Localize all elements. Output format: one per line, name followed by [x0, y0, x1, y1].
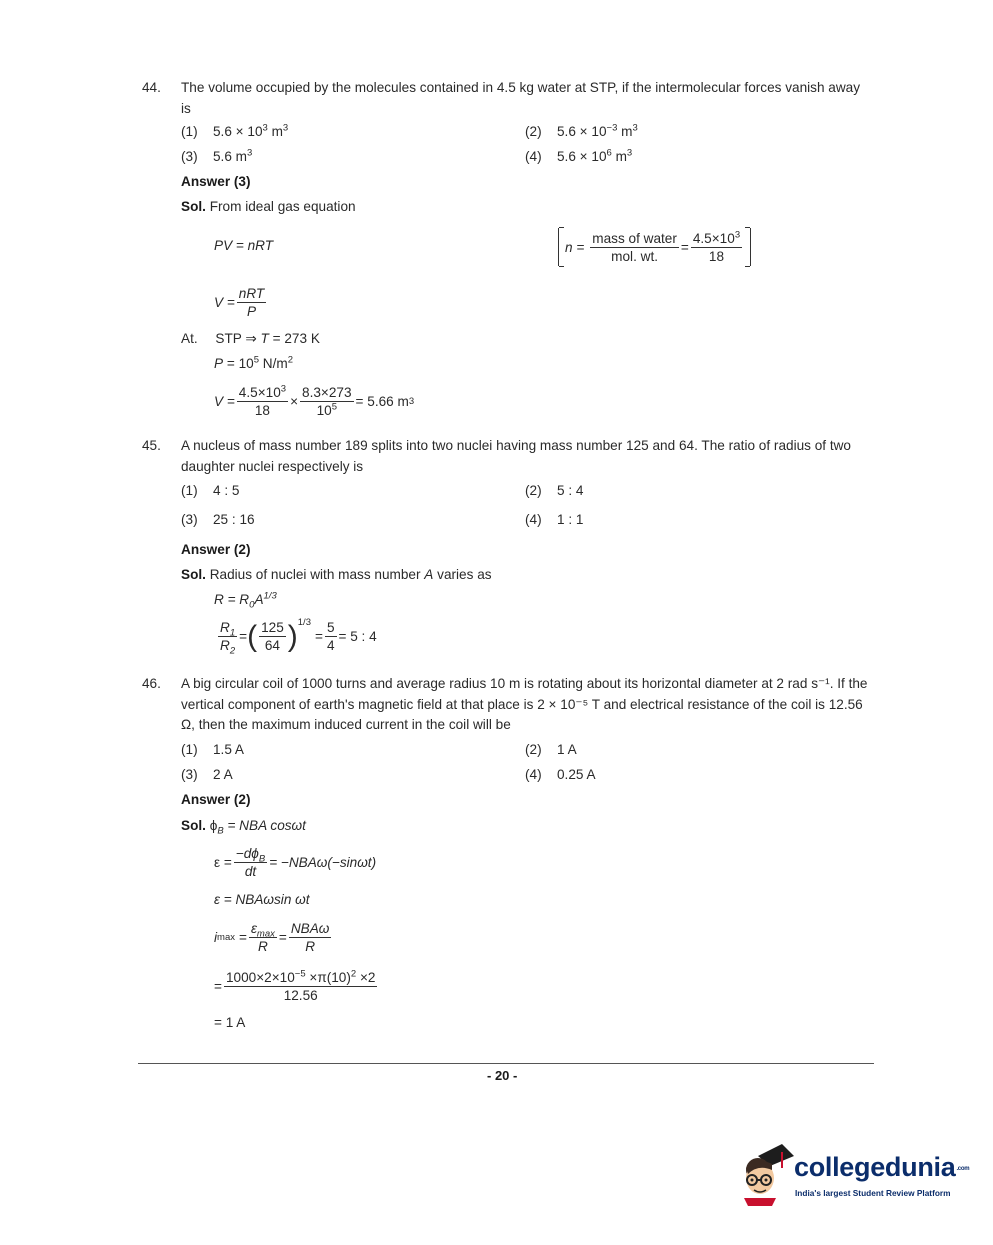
fraction-emax-r [249, 920, 277, 955]
option-text: 1 A [557, 742, 577, 757]
v-label: V = [214, 394, 235, 409]
fraction-denominator: 18 [254, 403, 270, 418]
option-4 [525, 767, 596, 782]
solution-text-var: A [424, 567, 434, 582]
fraction-denominator: R [220, 638, 230, 653]
phi-symbol: ϕ [209, 818, 218, 833]
option-label: (3) [181, 512, 198, 527]
option-unit-exponent: 3 [247, 147, 253, 159]
option-label: (1) [181, 483, 198, 498]
option-label: (4) [525, 767, 542, 782]
equation-imax: i max = $\frac{\varepsilon_{max}}{R}$ = $\frac{\text{NBAω}}{R}$ [214, 921, 330, 954]
equals-sign: = [214, 979, 222, 994]
option-text: 2 A [213, 767, 233, 782]
paren-close: ) [287, 619, 298, 653]
equals-sign: = [314, 629, 323, 644]
equation-emf [214, 845, 376, 880]
result: = 5.66 m [355, 394, 409, 409]
fraction-big [224, 969, 378, 1004]
fraction-denominator: 12.56 [283, 988, 318, 1003]
fraction-numerator: 4.5×10 [692, 230, 735, 246]
exponent: 1/3 [263, 590, 277, 602]
option-label: (4) [525, 512, 542, 527]
question-number: 46. [142, 676, 161, 691]
option-label: (1) [181, 124, 198, 139]
option-2 [525, 742, 577, 757]
solution-label: Sol. [181, 567, 206, 582]
option-label: (1) [181, 742, 198, 757]
option-3 [181, 767, 233, 782]
solution-label: Sol. [181, 199, 206, 214]
equation-radius [214, 590, 277, 611]
option-2 [525, 483, 583, 498]
option-1 [181, 483, 239, 498]
flux-expression: = NBA cosωt [223, 818, 306, 833]
answer-label: Answer (2) [181, 542, 251, 557]
fraction-125-64 [259, 619, 286, 654]
fraction-denominator: 10 [316, 403, 332, 418]
question-text: A big circular coil of 1000 turns and average radius 10 m is rotating about its horizontal diameter at 2 rad s⁻¹. If the vertical component of earth's magnetic field at that place is 2 × 10⁻⁵ T and electrical resistance of the coil is 12.56 Ω, then the maximum induced current in the coil will be [181, 676, 868, 732]
option-2 [525, 124, 638, 139]
fraction-denominator: dt [244, 864, 257, 879]
result: = 5 : 4 [338, 629, 377, 644]
footer-divider [138, 1063, 874, 1064]
option-unit-exponent: 3 [282, 122, 289, 134]
option-label: (3) [181, 149, 198, 164]
solution-line [181, 818, 306, 837]
stp-label: STP ⇒ [215, 331, 257, 346]
answer-label: Answer (3) [181, 174, 251, 189]
fraction-denominator: mol. wt. [611, 248, 658, 264]
logo-tagline: India's largest Student Review Platform [795, 1188, 951, 1198]
fraction-r1-r2 [218, 619, 237, 657]
option-1 [181, 742, 244, 757]
equation-substitution [214, 969, 379, 1004]
condition-line [181, 331, 320, 347]
equation-emf-2: ε = NBAωsin ωt [214, 892, 310, 907]
exponent: 5 [331, 401, 337, 413]
option-text: 1.5 A [213, 742, 244, 757]
solution-line [181, 199, 356, 214]
fraction-mass-molwt [590, 230, 679, 265]
fraction-nbaw-r [289, 920, 332, 955]
logo-wordmark [794, 1152, 969, 1183]
fraction-1 [237, 384, 288, 419]
equation-volume-calc: V = $\frac{4.5\times 10^3}{18}$ × $\frac{8.3\times 273}{10^5}$ = 5.66 m 3 [214, 383, 415, 418]
option-unit-exponent: 3 [632, 122, 638, 134]
fraction-numerator: −dϕ [235, 846, 259, 861]
emf-expression: = −NBAω(−sinωt) [269, 855, 377, 870]
moles-bracket: n = $\frac{\text{mass of water}}{\text{mol. wt.}}$ = $\frac{4.5\times 10^3}{18}$ [558, 228, 751, 266]
fraction-numerator: 8.3×273 [302, 385, 352, 400]
equals-sign: = [278, 930, 287, 945]
emf-label: ε = [214, 855, 232, 870]
logo-com: .com [956, 1165, 970, 1172]
fraction-denominator: P [246, 304, 257, 319]
fraction-numerator: 125 [261, 620, 284, 635]
fraction-denominator: 4 [326, 638, 335, 653]
pressure-line [214, 356, 293, 371]
logo-name: collegedunia [794, 1152, 956, 1182]
option-text: 25 : 16 [213, 512, 255, 527]
fraction-numerator: R [220, 620, 230, 635]
n-label: n = [565, 239, 585, 255]
option-text: 5.6 × 10 [557, 149, 607, 164]
option-exponent: 6 [606, 147, 612, 159]
option-4 [525, 149, 632, 164]
fraction-numerator: NBAω [290, 921, 330, 936]
exponent: 5 [253, 354, 259, 366]
fraction-dphi-dt [234, 845, 267, 880]
option-text: 1 : 1 [557, 512, 584, 527]
page-number: - 20 - [487, 1068, 518, 1083]
paren-open: ( [247, 619, 258, 653]
solution-text: varies as [433, 567, 492, 582]
t-symbol: T [260, 331, 269, 346]
p-value: = 10 [226, 356, 254, 371]
subscript: 0 [249, 599, 255, 611]
subscript: B [258, 853, 266, 865]
fraction-numerator: nRT [238, 286, 265, 301]
fraction-denominator: 64 [264, 638, 280, 653]
fraction-2 [300, 384, 354, 419]
option-1 [181, 124, 288, 139]
option-text: 5.6 × 10 [557, 124, 607, 139]
i-symbol: i [214, 930, 218, 945]
fraction-numerator: 5 [326, 620, 335, 635]
fraction-numerator-end: ×2 [356, 970, 376, 985]
answer-label: Answer (2) [181, 792, 251, 807]
solution-label: Sol. [181, 818, 206, 833]
option-text: 5.6 m [213, 149, 247, 164]
at-label: At. [181, 331, 198, 346]
times-sign: × [290, 394, 299, 409]
equation-pv: PV = nRT [214, 238, 274, 253]
exponent: 2 [350, 968, 357, 980]
option-exponent: −3 [606, 122, 618, 134]
p-symbol: P [214, 356, 224, 371]
fraction-denominator: R [257, 939, 268, 954]
option-label: (3) [181, 767, 198, 782]
exponent: 2 [287, 354, 293, 366]
option-label: (2) [525, 124, 542, 139]
fraction-numerator: mass of water [592, 230, 677, 246]
option-unit: m [617, 124, 633, 139]
solution-text: From ideal gas equation [209, 199, 356, 214]
fraction-value [691, 230, 742, 265]
subscript: 1 [229, 627, 236, 639]
exponent: 1/3 [297, 617, 311, 628]
option-unit-exponent: 3 [626, 147, 633, 159]
t-value: = 273 K [272, 331, 320, 346]
question-text: A nucleus of mass number 189 splits into two nuclei having mass number 125 and 64. The ratio of radius of two daughter nuclei respectively is [181, 438, 851, 474]
p-unit: N/m [259, 356, 288, 371]
mass-symbol: A [254, 592, 264, 607]
option-3 [181, 149, 252, 164]
fraction-nrt-p [237, 285, 266, 320]
v-label: V = [214, 295, 235, 310]
question-number: 45. [142, 438, 161, 453]
option-label: (4) [525, 149, 542, 164]
option-exponent: 3 [262, 122, 268, 134]
option-unit: m [611, 149, 627, 164]
option-unit: m [267, 124, 283, 139]
exponent: 3 [280, 383, 287, 395]
option-label: (2) [525, 483, 542, 498]
exponent: −5 [294, 968, 306, 980]
solution-text: Radius of nuclei with mass number [209, 567, 425, 582]
fraction-denominator: R [305, 939, 316, 954]
option-3 [181, 512, 255, 527]
fraction-denominator: 18 [708, 248, 725, 264]
option-text: 0.25 A [557, 767, 596, 782]
option-text: 4 : 5 [213, 483, 240, 498]
fraction-numerator: 1000×2×10 [225, 970, 295, 985]
final-result: = 1 A [214, 1015, 246, 1030]
collegedunia-logo [736, 1140, 970, 1210]
exponent: 3 [734, 228, 741, 240]
option-text: 5 : 4 [557, 483, 584, 498]
question-number: 44. [142, 80, 161, 95]
equals-sign: = [239, 629, 248, 644]
equation-v [214, 285, 268, 320]
mascot-icon [736, 1140, 796, 1210]
subscript: max [256, 928, 275, 940]
fraction-numerator: 4.5×10 [238, 385, 281, 400]
fraction-numerator: ε [250, 921, 257, 936]
equation-ratio [216, 617, 377, 657]
equals-sign: = [238, 930, 247, 945]
option-text: 5.6 × 10 [213, 124, 263, 139]
solution-line [181, 567, 492, 582]
option-label: (2) [525, 742, 542, 757]
subscript: 2 [229, 645, 236, 657]
subscript: B [217, 825, 224, 837]
question-text: The volume occupied by the molecules contained in 4.5 kg water at STP, if the intermolecular forces vanish away is [181, 80, 861, 116]
option-4 [525, 512, 583, 527]
fraction-numerator-rest: ×π(10) [305, 970, 351, 985]
radius-expression: R = R [214, 592, 250, 607]
fraction-5-4 [325, 619, 337, 654]
